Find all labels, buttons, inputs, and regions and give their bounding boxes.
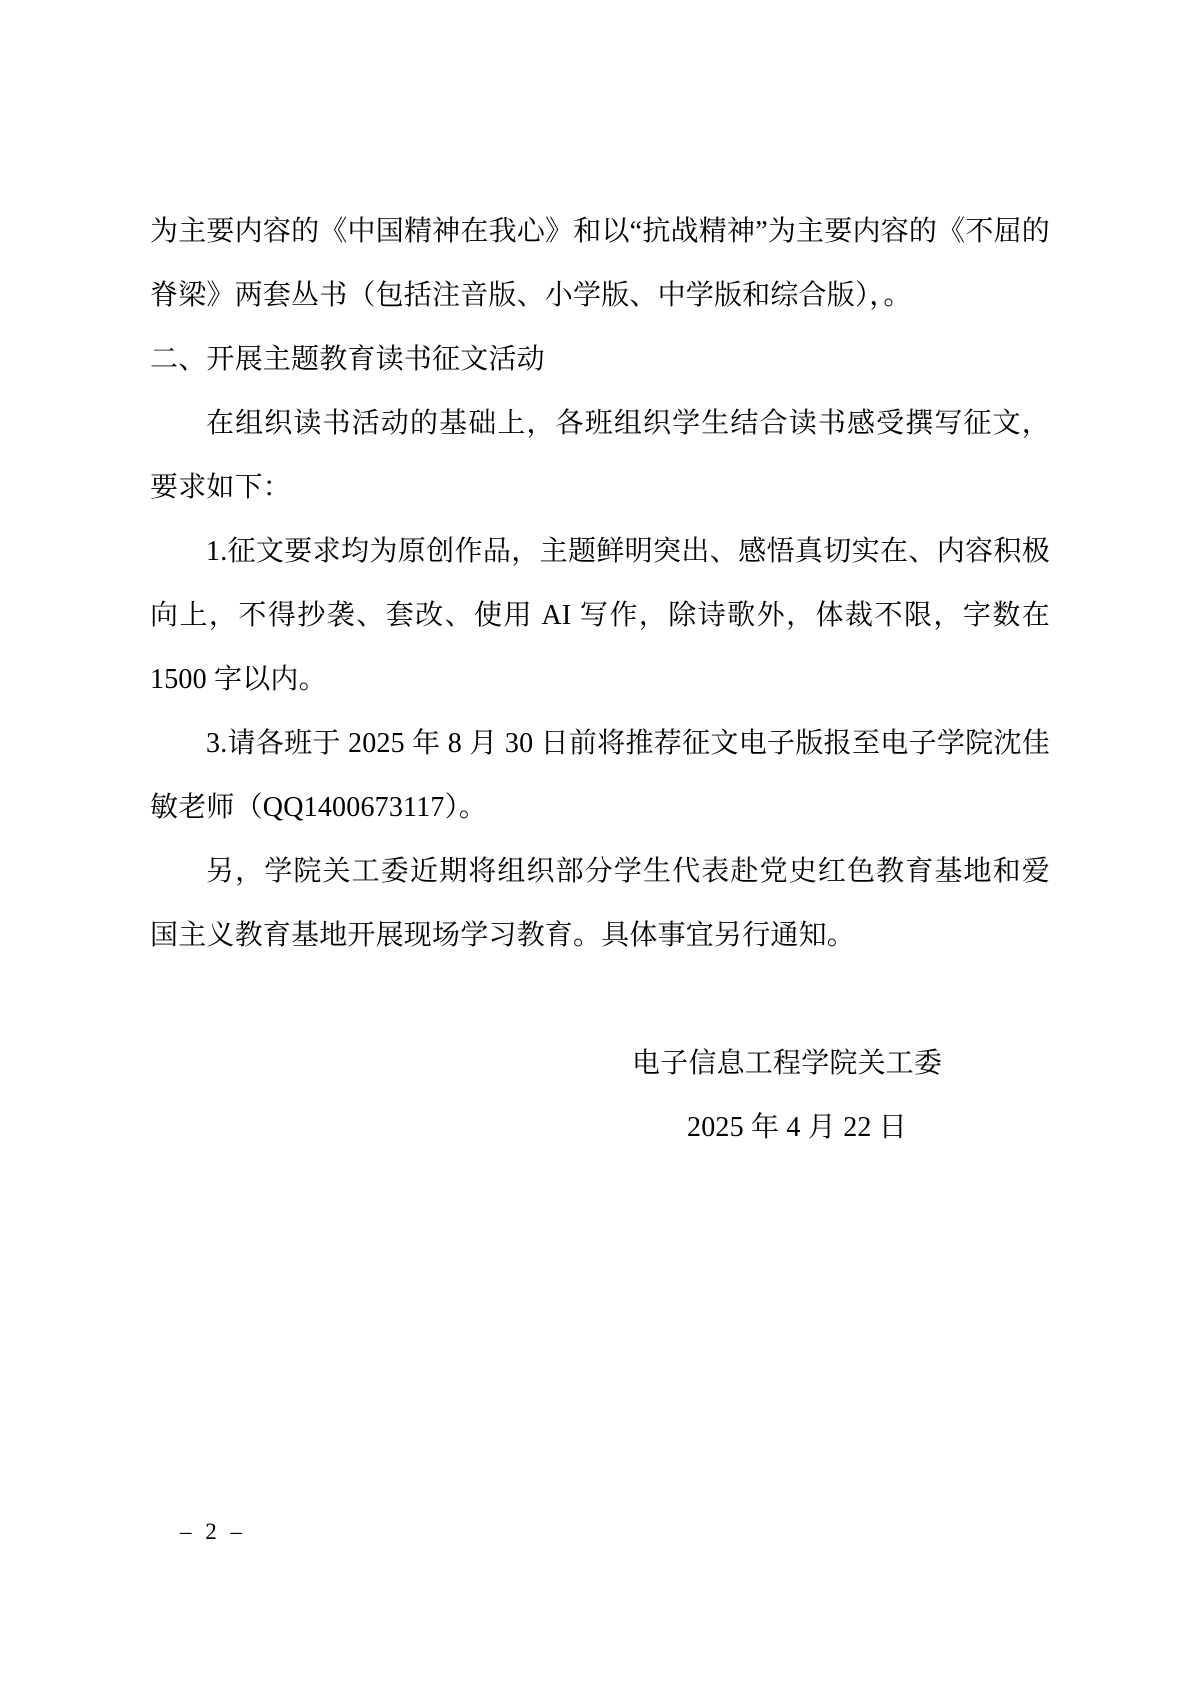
section-heading: 二、开展主题教育读书征文活动 <box>150 344 545 375</box>
document-body <box>150 200 1050 1160</box>
paragraph-continuation: 为主要内容的《中国精神在我心》和以“抗战精神”为主要内容的《不屈的脊梁》两套丛书（包括注音版、小学版、中学版和综合版），。 <box>150 216 1050 311</box>
page-number: – 2 – <box>180 1519 246 1544</box>
signature-organization: 电子信息工程学院关工委 <box>632 1048 943 1079</box>
paragraph-intro: 在组织读书活动的基础上，各班组织学生结合读书感受撰写征文，要求如下： <box>150 408 1050 503</box>
paragraph-item-1: 1.征文要求均为原创作品，主题鲜明突出、感悟真切实在、内容积极向上，不得抄袭、套改、使用 AI 写作，除诗歌外，体裁不限，字数在 1500 字以内。 <box>150 536 1050 695</box>
paragraph-note: 另，学院关工委近期将组织部分学生代表赴党史红色教育基地和爱国主义教育基地开展现场学习教育。具体事宜另行通知。 <box>150 856 1050 951</box>
paragraph-item-3: 3.请各班于 2025 年 8 月 30 日前将推荐征文电子版报至电子学院沈佳敏老师（QQ1400673117）。 <box>150 728 1050 823</box>
signature-date: 2025 年 4 月 22 日 <box>687 1112 908 1143</box>
